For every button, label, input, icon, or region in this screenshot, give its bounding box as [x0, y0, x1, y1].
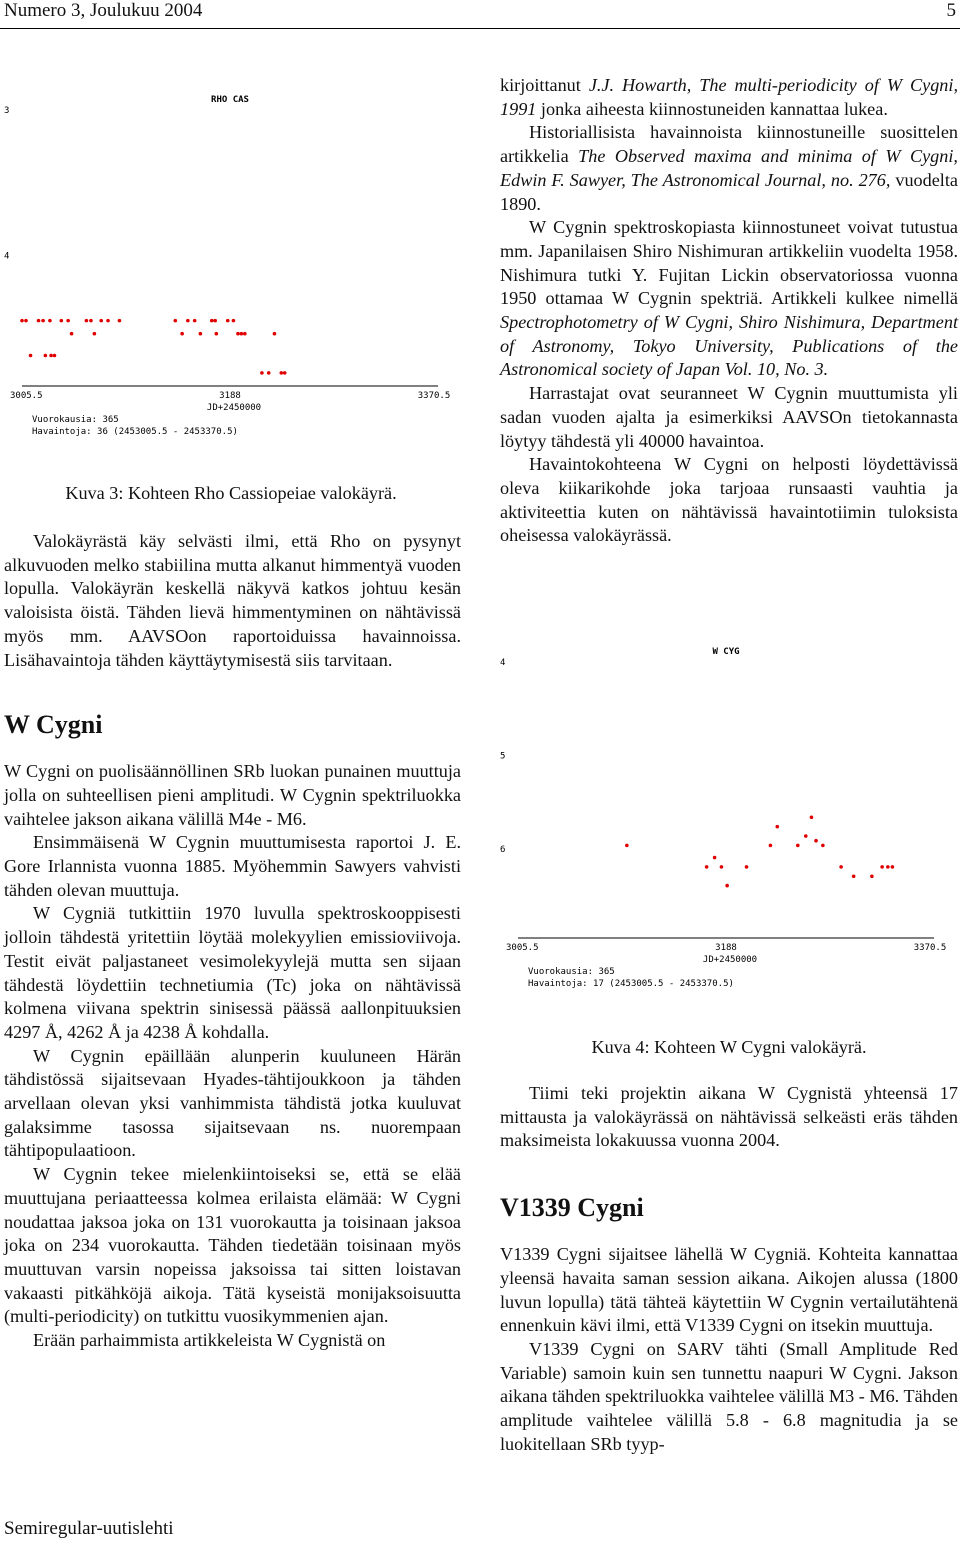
data-point [839, 865, 843, 869]
x-tick-label: 3005.5 [10, 391, 43, 401]
data-point [226, 319, 230, 323]
data-point [814, 839, 818, 843]
data-point [821, 844, 825, 848]
data-point [180, 332, 184, 336]
data-point [745, 865, 749, 869]
x-tick-label: 3370.5 [913, 943, 947, 953]
data-point [186, 319, 190, 323]
x-axis-label: JD+2450000 [206, 403, 262, 413]
data-point [283, 371, 287, 375]
data-point [118, 319, 122, 323]
data-point [852, 874, 856, 878]
section-heading-v1339-cygni: V1339 Cygni [500, 1193, 644, 1223]
text-run: kirjoittanut [500, 75, 589, 95]
data-point [60, 319, 64, 323]
data-point [29, 354, 33, 358]
right-column-top [500, 74, 958, 548]
data-point [24, 319, 28, 323]
data-point [886, 865, 890, 869]
left-column [4, 530, 461, 1353]
data-point [236, 332, 240, 336]
data-point [713, 856, 717, 860]
citation: Spectrophotometry of W Cygni, Shiro Nishimura, Department of Astronomy, Tokyo University, Publications of the Astronomical society of Japan Vol. 10, No. 3. [500, 312, 958, 380]
data-point [232, 319, 236, 323]
data-point [720, 865, 724, 869]
chart-title: W CYG [712, 647, 740, 657]
paragraph: Valokäyrästä käy selvästi ilmi, että Rho on pysynyt alkuvuoden melko stabiilina mutta alkanut himmentyä vuoden lopulla. Valokäyrän keskellä näkyvä katkos johtuu kesän valoisista öistä. Tähden lievä himmentyminen on nähtävissä myös mm. AAVSOon raportoiduissa havainnoissa. Lisähavaintoja tähden käyttäytymisestä siis tarvitaan. [4, 531, 461, 670]
y-tick-label: 5 [500, 751, 506, 762]
x-axis-label: JD+2450000 [702, 955, 758, 965]
chart-info-line: Vuorokausia: 365 [528, 967, 615, 977]
data-point [769, 844, 773, 848]
data-point [725, 884, 729, 888]
y-tick-label: 6 [500, 845, 506, 856]
data-point [810, 816, 814, 820]
data-point [880, 865, 884, 869]
data-point [267, 371, 271, 375]
paragraph [500, 121, 958, 216]
data-point [37, 319, 41, 323]
paragraph: Ensimmäisenä W Cygnin muuttumisesta raportoi J. E. Gore Irlannista vuonna 1885. Myöhemmin Sawyers vahvisti tähden olevan muuttuja. [4, 832, 461, 900]
data-point [173, 319, 177, 323]
data-point [106, 319, 110, 323]
page-number: 5 [946, 0, 956, 21]
paragraph [500, 216, 958, 382]
paragraph: Erään parhaimmista artikkeleista W Cygnistä on [33, 1330, 386, 1351]
data-point [775, 825, 779, 829]
data-point [99, 319, 103, 323]
x-tick-label: 3005.5 [506, 943, 539, 953]
chart-info-line: Havaintoja: 36 (2453005.5 - 2453370.5) [32, 427, 238, 437]
text-run: Historiallisista havainnoista kiinnostuneille suosittelen artikkelia [500, 122, 958, 167]
x-tick-label: 3370.5 [417, 391, 451, 401]
rho-cas-light-curve [0, 88, 462, 448]
data-point [193, 319, 197, 323]
data-point [89, 319, 93, 323]
x-tick-label: 3188 [715, 943, 737, 953]
data-point [210, 319, 214, 323]
data-point [93, 332, 97, 336]
data-point [213, 319, 217, 323]
figure-4-caption: Kuva 4: Kohteen W Cygni valokäyrä. [591, 1037, 867, 1057]
paragraph [500, 74, 958, 121]
data-point [705, 865, 709, 869]
text-run: W Cygnin spektroskopiasta kiinnostuneet voivat tutustua mm. Japanilaisen Shiro Nishimuran artikkeliin vuodelta 1958. Nishimura tutki Y. Fujitan Lickin observatoriossa vuonna 1950 ottamaa W Cygnin spektriä. Artikkeli kulkee nimellä [500, 217, 958, 309]
figure-3-caption: Kuva 3: Kohteen Rho Cassiopeiae valokäyrä. [65, 483, 397, 503]
data-point [804, 834, 808, 838]
paragraph: Tiimi teki projektin aikana W Cygnistä yhteensä 17 mittausta ja valokäyrässä on nähtävissä selkeästi eräs tähden maksimeista lokakuussa vuonna 2004. [500, 1083, 958, 1151]
y-tick-label: 4 [500, 658, 506, 668]
data-point [243, 332, 247, 336]
paragraph: W Cygnin epäillään alunperin kuuluneen Härän tähdistössä sijaitsevaan Hyades-tähtijoukkoon ja tähden arvellaan olevan yksi vanhimmista tähdistä jotka kuuluvat galaksimme tasossa sijaitsevaan ns. nuorempaan tähtipopulaatioon. [4, 1045, 461, 1161]
chart-info-line: Vuorokausia: 365 [32, 415, 119, 425]
data-point [260, 371, 264, 375]
data-point [41, 319, 45, 323]
paragraph: V1339 Cygni sijaitsee lähellä W Cygniä. Kohteita kannattaa yleensä havaita saman session aikana. Aikojen alussa (1800 luvun lopulla) tätä tähteä käytettiin W Cygnin vertailutähtenä ennenkuin kävi ilmi, että V1339 Cygni on itsekin muuttuja. [500, 1244, 958, 1336]
text-run: jonka aiheesta kiinnostuneiden kannattaa lukea. [536, 98, 888, 119]
data-point [796, 844, 800, 848]
paragraph: Harrastajat ovat seuranneet W Cygnin muuttumista yli sadan vuoden ajalta ja esimerkiksi AAVSOn tietokannasta löytyy tähdestä yli 40000 havaintoa. [500, 383, 958, 451]
y-tick-label: 3 [4, 106, 10, 116]
data-point [85, 319, 89, 323]
data-point [199, 332, 203, 336]
data-point [49, 354, 53, 358]
data-point [48, 319, 52, 323]
running-header: Numero 3, Joulukuu 2004 [4, 0, 203, 21]
header-rule [0, 28, 960, 29]
right-column-bottom [500, 1082, 958, 1456]
data-point [66, 319, 70, 323]
citation: The Observed maxima and minima of W Cygni, Edwin F. Sawyer, The Astronomical Journal, no. 276, [500, 146, 958, 190]
data-point [870, 874, 874, 878]
data-point [625, 844, 629, 848]
y-tick-label: 4 [4, 251, 10, 262]
data-point [215, 332, 219, 336]
footer: Semiregular-uutislehti [4, 1518, 174, 1539]
citation: J.J. Howarth, The multi-periodicity of W Cygni, 1991 [500, 75, 958, 119]
x-tick-label: 3188 [219, 391, 241, 401]
data-point [891, 865, 895, 869]
data-point [20, 319, 24, 323]
paragraph: V1339 Cygni on SARV tähti (Small Amplitude Red Variable) samoin kuin sen tunnettu naapuri W Cygni. Jakson aikana tähden spektriluokka vaihtelee välillä M3 - M6. Tähden amplitude vaihtelee välillä 5.8 - 6.8 magnitudia ja se luokitellaan SRb tyyp- [500, 1338, 958, 1454]
paragraph: W Cygniä tutkittiin 1970 luvulla spektroskooppisesti jolloin tähdestä yritettiin löytää molekyylien emissioviivoja. Testit eivät paljastaneet vesimolekyylejä mutta sen sijaan tähdestä löydettiin technetiumia (Tc) joka on nähtävissä kolmena viivana spektrin sinisessä päässä aallonpituuksien 4297 Å, 4262 Å ja 4238 Å kohdalla. [4, 903, 461, 1042]
paragraph: W Cygni on puolisäännöllinen SRb luokan punainen muuttuja jolla on suhteellisen pieni amplitudi. W Cygnin spektriluokka vaihtelee jakson aikana välillä M4e - M6. [4, 761, 461, 829]
data-point [70, 332, 74, 336]
chart-title: RHO CAS [211, 95, 249, 105]
data-point [279, 371, 283, 375]
w-cyg-light-curve [496, 640, 958, 1000]
data-point [273, 332, 277, 336]
chart-info-line: Havaintoja: 17 (2453005.5 - 2453370.5) [528, 979, 734, 989]
text-run: vuodelta 1890. [500, 169, 958, 214]
data-point [240, 332, 244, 336]
data-point [53, 354, 57, 358]
paragraph: W Cygnin tekee mielenkiintoiseksi se, että se elää muuttujana periaatteessa kolmea erilaista elämää: W Cygni noudattaa jaksoa joka on 131 vuorokautta ja toisinaan jaksoa joka on 234 vuorokautta. Tähden tiedetään toisinaan myös muuttuvan varsin nopeissa jaksoissa tai sitten loistavan vakaasti pitkähköjä aikoja. Tätä kyseistä monijaksoisuutta (multi-periodicity) on tutkittu vuosikymmenien ajan. [4, 1164, 461, 1327]
section-heading-w-cygni: W Cygni [4, 710, 103, 740]
paragraph: Havaintokohteena W Cygni on helposti löydettävissä oleva kiikarikohde joka tarjoaa runsaasti vauhtia ja aktiviteettia kuten on nähtävissä havaintotiimin tuloksista oheisessa valokäyrässä. [500, 454, 958, 546]
data-point [44, 354, 48, 358]
